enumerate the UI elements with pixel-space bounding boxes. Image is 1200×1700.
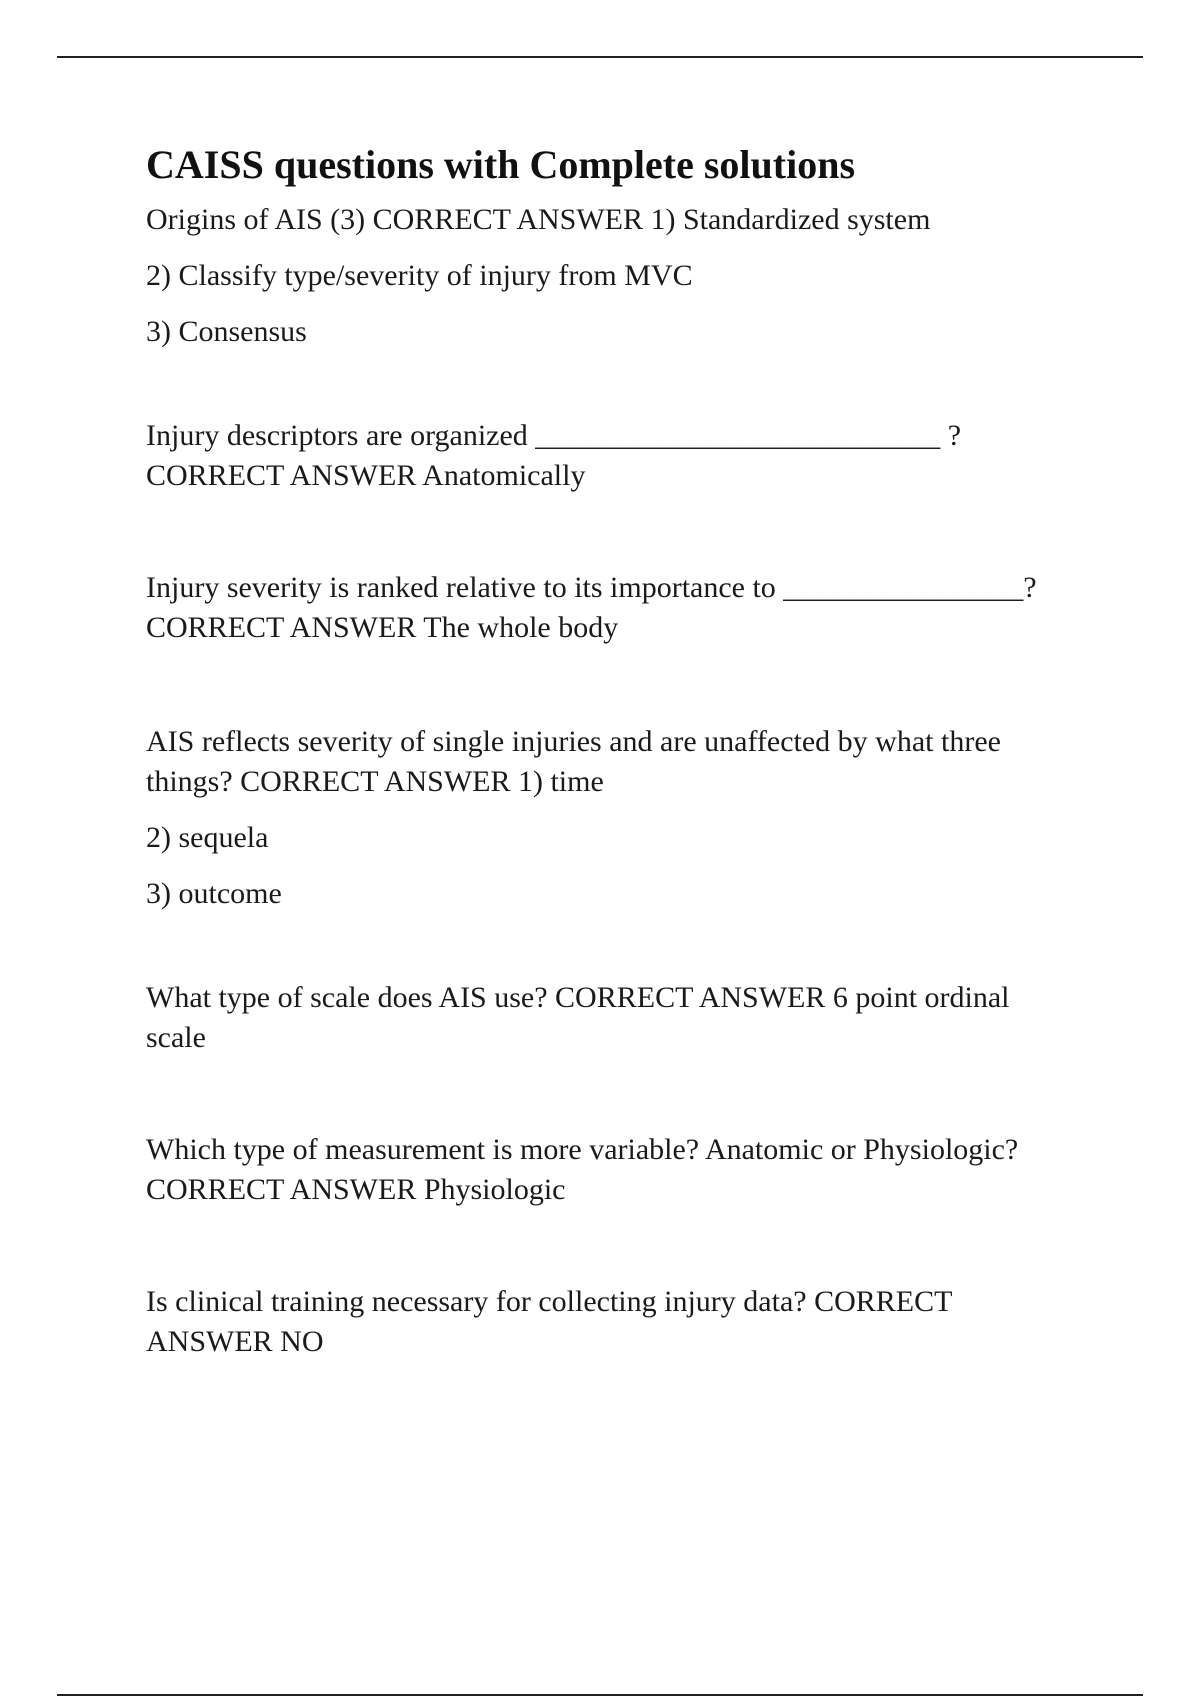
qa-block	[146, 1130, 1106, 1210]
qa-line: Is clinical training necessary for collecting injury data? CORRECT	[146, 1285, 953, 1318]
qa-line: CORRECT ANSWER Anatomically	[146, 459, 586, 492]
qa-line: Origins of AIS (3) CORRECT ANSWER 1) Standardized system	[146, 203, 931, 236]
qa-line: scale	[146, 1021, 206, 1054]
qa-question-answer	[146, 978, 1106, 1058]
document-body	[146, 140, 1106, 1362]
qa-block	[146, 568, 1106, 648]
qa-line: AIS reflects severity of single injuries and are unaffected by what three	[146, 725, 1001, 758]
qa-answer-item: 3) Consensus	[146, 315, 307, 348]
qa-line: CORRECT ANSWER The whole body	[146, 611, 619, 644]
qa-block	[146, 200, 1106, 352]
qa-line: Which type of measurement is more variable? Anatomic or Physiologic?	[146, 1133, 1019, 1166]
qa-answer-item: 3) outcome	[146, 877, 282, 910]
qa-line: things? CORRECT ANSWER 1) time	[146, 765, 604, 798]
qa-question-answer	[146, 568, 1106, 648]
qa-line: Injury descriptors are organized ___________________________ ?	[146, 419, 962, 452]
qa-question-answer	[146, 722, 1106, 802]
qa-block	[146, 416, 1106, 496]
qa-line: ANSWER NO	[146, 1325, 324, 1358]
qa-answer-item: 2) sequela	[146, 821, 269, 854]
qa-answer-item: 2) Classify type/severity of injury from MVC	[146, 259, 693, 292]
qa-question-answer	[146, 1282, 1106, 1362]
qa-question-answer	[146, 416, 1106, 496]
qa-line: Injury severity is ranked relative to its importance to ________________?	[146, 571, 1037, 604]
qa-question-answer	[146, 1130, 1106, 1210]
document-title: CAISS questions with Complete solutions	[146, 142, 856, 187]
qa-line: CORRECT ANSWER Physiologic	[146, 1173, 566, 1206]
qa-line: What type of scale does AIS use? CORRECT ANSWER 6 point ordinal	[146, 981, 1010, 1014]
qa-block	[146, 722, 1106, 914]
bottom-divider	[57, 1694, 1143, 1696]
qa-block	[146, 1282, 1106, 1362]
qa-question-answer	[146, 200, 1106, 240]
qa-block	[146, 978, 1106, 1058]
top-divider	[57, 56, 1143, 58]
